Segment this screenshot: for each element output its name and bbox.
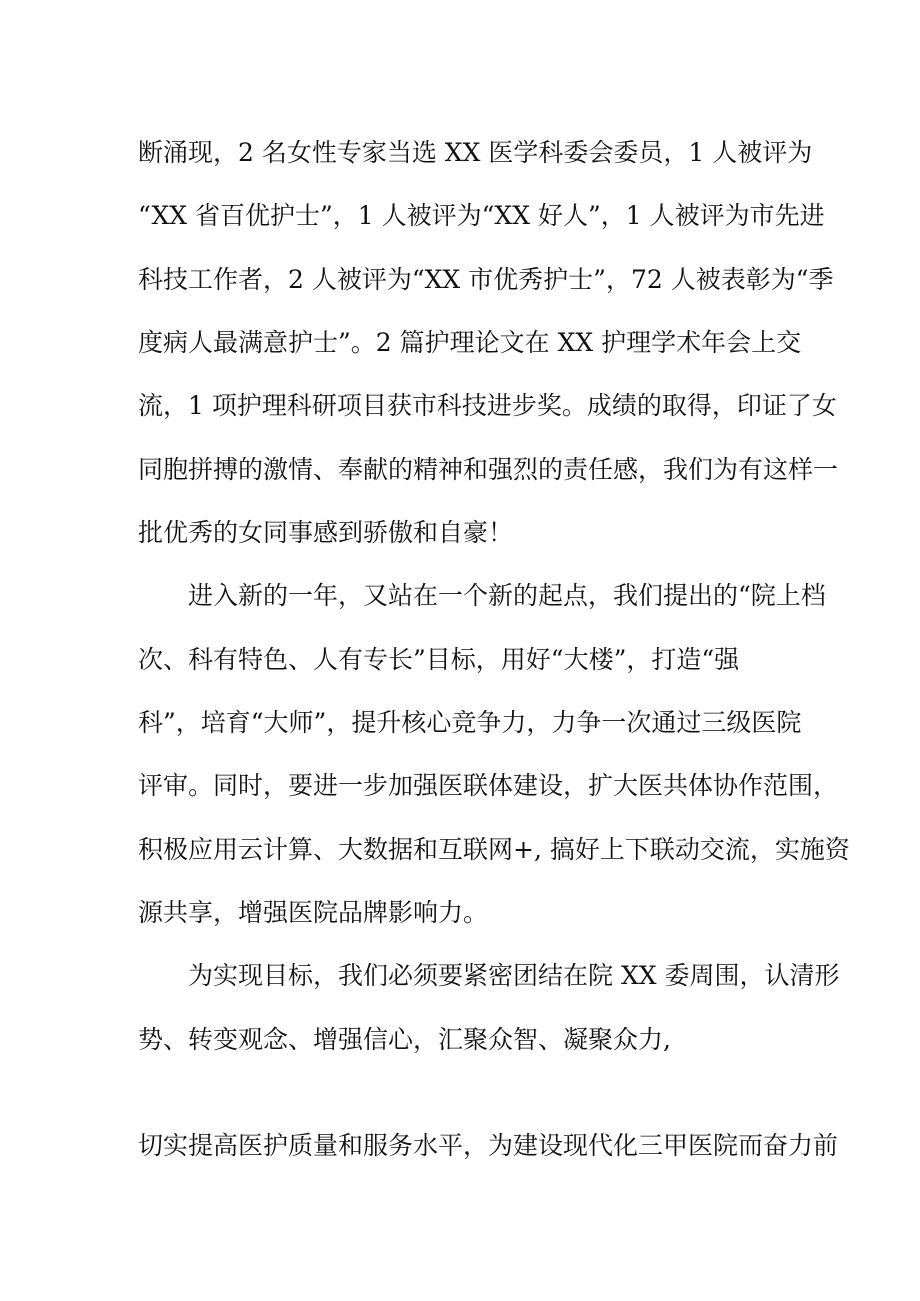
text-line: 积极应用云计算、大数据和互联网+, 搞好上下联动交流，实施资 bbox=[138, 835, 850, 864]
paragraph-first-line: 进入新的一年，又站在一个新的起点，我们提出的“院上档 bbox=[188, 581, 826, 610]
paragraph-first-line: 为实现目标，我们必须要紧密团结在院 XX 委周围，认清形 bbox=[188, 961, 840, 990]
text-line: 断涌现，2 名女性专家当选 XX 医学科委会委员，1 人被评为 bbox=[138, 138, 813, 167]
text-line: 流，1 项护理科研项目获市科技进步奖。成绩的取得，印证了女 bbox=[138, 391, 837, 420]
text-line: 评审。同时，要进一步加强医联体建设，扩大医共体协作范围， bbox=[138, 771, 839, 800]
text-line: 次、科有特色、人有专长”目标，用好“大楼”，打造“强 bbox=[138, 645, 740, 674]
text-line: 科技工作者，2 人被评为“XX 市优秀护士”，72 人被表彰为“季 bbox=[138, 265, 834, 294]
text-line: 源共享，增强医院品牌影响力。 bbox=[138, 898, 489, 927]
text-line: 科”，培育“大师”，提升核心竞争力，力争一次通过三级医院 bbox=[138, 708, 802, 737]
text-line: 同胞拼搏的激情、奉献的精神和强烈的责任感，我们为有这样一 bbox=[138, 455, 839, 484]
text-line: 度病人最满意护士”。2 篇护理论文在 XX 护理学术年会上交 bbox=[138, 328, 802, 357]
text-line: 势、转变观念、增强信心，汇聚众智、凝聚众力, bbox=[138, 1025, 671, 1054]
text-line: “XX 省百优护士”，1 人被评为“XX 好人”，1 人被评为市先进 bbox=[138, 201, 825, 230]
text-line: 批优秀的女同事感到骄傲和自豪！ bbox=[138, 518, 514, 547]
text-line: 切实提高医护质量和服务水平，为建设现代化三甲医院而奋力前 bbox=[138, 1131, 839, 1160]
